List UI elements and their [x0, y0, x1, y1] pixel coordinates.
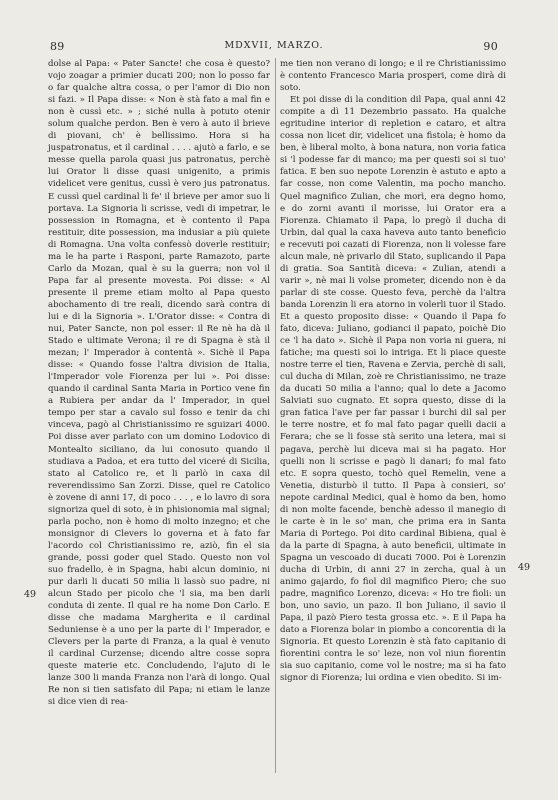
- margin-number-right: 49: [518, 562, 531, 573]
- page-number-right: 90: [483, 40, 498, 53]
- paragraph: Et poi disse di la condition dil Papa, qual anni 42 compite a dì 11 Dezembrio passato. Ha qualche egritudine interior di repletion e cataro, et altra cossa non licet dir, videlicet una fistola; è homo da ben, è liberal molto, à bona natura, non voria fatica si 'l podesse far di manco; ma per questi soi si tuo' fatica. E ben suo nepote Lorenzin è astuto e apto a far cosse, non come Valentin, ma pocho mancho. Quel magnifico Zulian, che morì, era degno homo, e do zorni avanti il morisse, lui Orator era a Fiorenza. Chiamato il Papa, lo pregò il ducha di Urbin, dal qual la caxa haveva auto tanto beneficio e recevuti poi cazati di Fiorenza, non li volesse fare alcun male, nè privarlo dil Stato, suplicando il Papa di gratia. Soa Santità diceva: « Zulian, atendi a varir », nè mai li volse prometer, dicendo non è da parlar di ste cosse. Questo feva, perchè da l'altra banda Lorenzin li era atorno in volerli tuor il Stado. Et a questo proposito disse: « Quando il Papa fo fato, diceva: Juliano, godianci il papato, poichè Dio ce 'l ha dato ». Sichè il Papa non voria ni guera, ni fatiche; ma questi soi lo intriga. Et li piace queste nostre terre el tien, Ravena e Zervia, perchè di sali, cul ducha di Milan, zoè re Christianissimo, ne traze da ducati 50 milia a l'anno; qual lo dete a Jacomo Salviati suo cugnato. Et sopra questo, disse di la gran fatica l'ave per far passar i burchi dil sal per le terre nostre, et fo mal fato pagar quelli dacii a Ferara; che se li fosse stà serito una letera, mai si pagava, perchè lui diceva mai si ha pagato. Hor quelli non li scrisse e pagò li danari; fo mal fato etc. E sopra questo, tochò quel Remelin, vene a Venetia, disturbò il tutto. Il Papa à consieri, so' nepote cardinal Medici, qual è homo da ben, homo di non molte facende, benchè adesso il manegio di le carte è in le so' man, che prima era in Santa Maria di Portego. Poi dito cardinal Bibiena, qual è da la parte di Spagna, à auto beneficii, ultimate in Spagna un vescoado di ducati 7000. Poi è Lorenzin ducha di Urbin, di anni 27 in zercha, qual à un animo gajardo, fo fiol dil magnifico Piero; che suo padre, magnifico Lorenzo, diceva: « Ho tre fioli: un bon, uno savio, un pazo. Il bon Juliano, il savio il Papa, il pazò Piero testa grossa etc. ». E il Papa ha dato a Fiorenza bolar in piombo a concorentia di la Signoria. Et questo Lorenzin è stà fato capitanio di fiorentini contra le so' leze, non vol niun fiorentin sia suo capitanio, come vol le nostre; ma si ha fato signor di Fiorenza; lui ordina e vien obedito. Si im-: [280, 95, 506, 684]
- margin-number-left: 49: [24, 589, 37, 600]
- page-number-left: 89: [50, 40, 65, 53]
- right-column: [280, 58, 506, 684]
- paragraph: dolse al Papa: « Pater Sancte! che cosa è questo? vojo zoagar a primier ducati 200; non lo posso far o far qualche altra cossa, o per l'amor di Dio non si fazi. » Il Papa disse: « Non è stà fato a mal fin e non è cussì etc. » ; siché nulla à potuto otenir solum qualche perdon. Ben è vero à auto il brieve di piovani, ch' è bellissimo. Hora si ha juspatronatus, et il cardinal . . . . ajutò a farlo, e se messe quella parola quasi jus patronatus, perchè lui Orator li disse quasi unigenito, a primis videlicet vere genitus, cussì è vero jus patronatus. E cussì quel cardinal li fe' il brieve per amor suo li portava. La Signoria li scrisse, vedi di impetrar, le possession in Romagna, et è contento il Papa restituir, dite possession, ma indusiar a più quiete di Romagna. Una volta confessò doverle restituir; ma le ha parte i Rasponi, parte Ramazoto, parte Carlo da Mozan, qual è su la guerra; non vol il Papa far al presente movesta. Poi disse: « Al presente il preme etiam molto al Papa questo abochamento di tre reali, dicendo sarà contra di lui e di la Signoria ». L'Orator disse: « Contra di nui, Pater Sancte, non pol esser: il Re nè ha dà il Stado e ultimate Verona; il re di Spagna è stà il mezan; l' Imperador à contentà ». Sichè il Papa disse: « Quando fosse l'altra division de Italia, l'Imperador vole Fiorenza per lui ». Poi disse: quando il cardinal Santa Maria in Portico vene fin a Rubiera per andar da l' Imperador, in quel tempo per star a cavalo sul fosso e tenir da chi vinceva, pagò al Christianissimo re sguizari 4000. Poi disse aver parlato con um domino Lodovico di Montealto siciliano, da lui conosuto quando il studiava a Padoa, et era tutto del viceré di Sicilia, stato al Catolico re, et li parlò in caxa dil reverendissimo San Zorzi. Disse, quel re Catolico è zovene di anni 17, di poco . . . , e lo lavro di sora signoriza quel di soto, è in phisionomia mal signal; parla pocho, non è homo di molto inzegno; et che monsignor di Clevers lo governa et à fato far l'acordo col Christianissimo re, aziò, fin el sia grande, possi goder quel Stado. Questo non vol suo fradello, è in Spagna, habi alcun dominio, ni pur darli li ducati 50 milia li lassò suo padre, ni alcun Stado per picolo che 'l sia, ma ben darli conduta di zente. Il qual re ha nome Don Carlo. E disse che madama Margherita e il cardinal Seduniense è a uno per la parte di l' Imperador, e Clevers per la parte di Franza, a la qual è venuto il cardinal Curzense; dicendo altre cosse sopra queste materie etc. Concludendo, l'ajuto di le lanze 300 li manda Franza non l'arà di longo. Qual Re non si tien satisfato dil Papa; ni etiam le lanze si dice vien di rea-: [48, 59, 270, 708]
- running-title: MDXVII, MARZO.: [224, 40, 324, 51]
- column-divider: [275, 58, 276, 773]
- left-column: [48, 58, 270, 709]
- running-header: [50, 40, 498, 56]
- paragraph: me tien non verano di longo; e il re Christianissimo è contento Francesco Maria prosperi, come dirà di soto.: [280, 59, 506, 94]
